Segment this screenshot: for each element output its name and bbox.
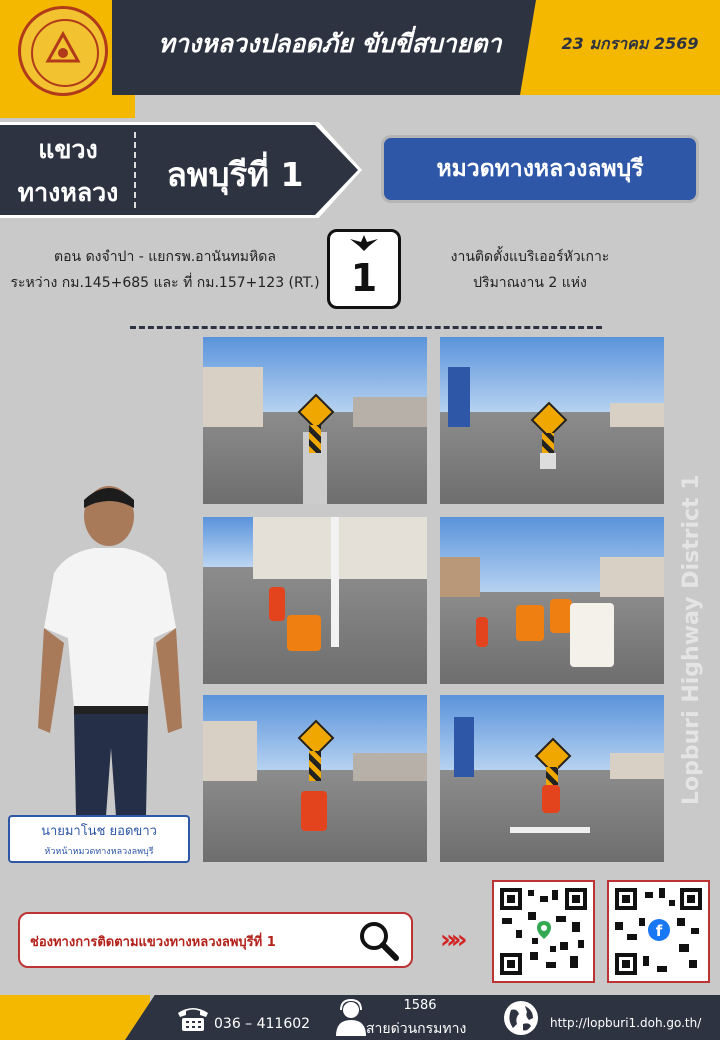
chevron-right-icon: »»: [440, 925, 462, 955]
footer-accent: [0, 995, 150, 1040]
district-watermark: [640, 405, 720, 805]
svg-text:f: f: [655, 922, 663, 940]
district-label-line2: ทางหลวง: [17, 178, 119, 207]
footer-website-link[interactable]: http://lopburi1.doh.go.th/: [550, 1016, 702, 1030]
unit-name: หมวดทางหลวงลพบุรี: [436, 156, 644, 182]
route-number: 1: [350, 256, 378, 300]
footer-hotline-number[interactable]: 1586: [403, 998, 437, 1013]
qr-code-map[interactable]: [492, 880, 595, 983]
photo-after-1: [203, 337, 427, 504]
watermark-text: Lopburi Highway District 1: [679, 474, 704, 805]
person-photo: [36, 478, 186, 816]
qr-code-facebook[interactable]: [607, 880, 710, 983]
photo-work-1: [203, 517, 427, 684]
phone-icon: [176, 1003, 210, 1033]
photo-work-2: [440, 517, 664, 684]
section-line2: ระหว่าง กม.145+685 และ ที่ กม.157+123 (RT.): [10, 275, 320, 291]
facebook-icon: [648, 919, 670, 941]
footer-hotline-label: สายด่วนกรมทาง: [366, 1021, 467, 1037]
map-pin-icon: [534, 919, 554, 939]
divider: [130, 326, 602, 329]
district-separator: [134, 132, 136, 208]
header-title: ทางหลวงปลอดภัย ขับขี่สบายตา: [158, 29, 502, 58]
footer-phone[interactable]: 036 – 411602: [214, 1016, 311, 1032]
hotline-agent-icon: [334, 998, 368, 1036]
photo-after-3: [203, 695, 427, 862]
follow-channels-label: ช่องทางการติดตามแขวงทางหลวงลพบุรีที่ 1: [30, 935, 276, 950]
globe-icon: [503, 1000, 539, 1036]
header-date: 23 มกราคม 2569: [561, 34, 699, 53]
department-logo: [18, 6, 108, 96]
search-icon[interactable]: [356, 918, 400, 962]
work-line1: งานติดตั้งแบริเออร์หัวเกาะ: [450, 249, 610, 265]
district-name: ลพบุรีที่ 1: [166, 155, 304, 194]
section-line1: ตอน ดงจำปา - แยกรพ.อานันทมหิดล: [54, 249, 276, 265]
work-line2: ปริมาณงาน 2 แห่ง: [473, 275, 587, 291]
photo-after-2: [440, 337, 664, 504]
garuda-icon: [349, 234, 379, 252]
district-label-line1: แขวง: [38, 135, 98, 164]
person-name: นายมาโนช ยอดขาว: [41, 824, 157, 839]
person-title: หัวหน้าหมวดทางหลวงลพบุรี: [44, 847, 154, 857]
photo-after-4: [440, 695, 664, 862]
